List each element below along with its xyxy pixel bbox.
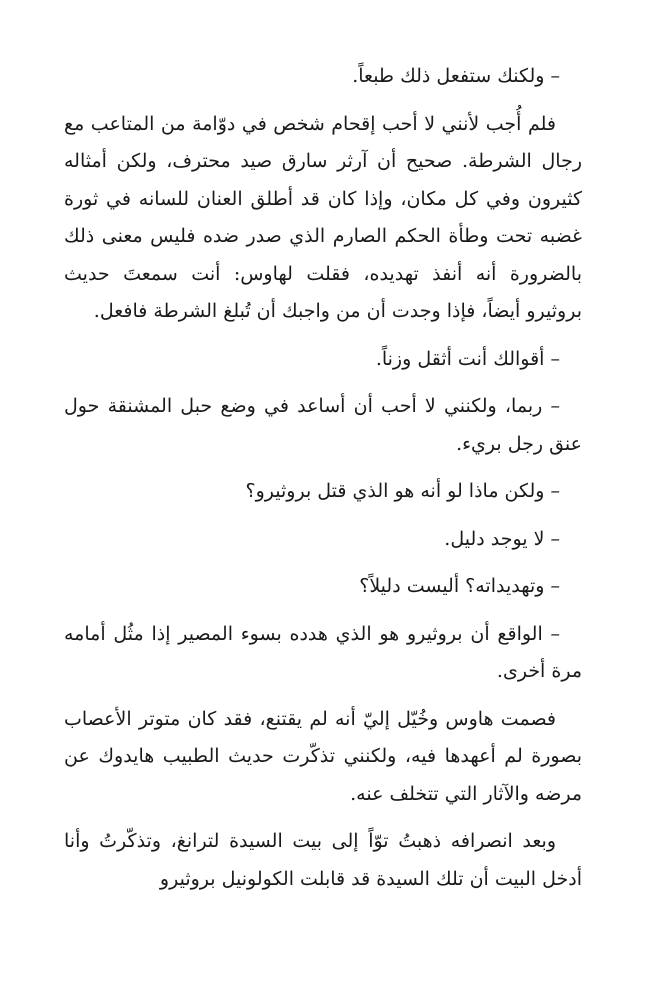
dialogue-line: – ربما، ولكنني لا أحب أن أساعد في وضع حبل المشنقة حول عنق رجل بريء. (64, 395, 582, 455)
dialogue-line: – لا يوجد دليل. (444, 527, 560, 550)
book-page-text (64, 58, 582, 898)
dialogue-line: – ولكنك ستفعل ذلك طبعاً. (352, 65, 560, 87)
dialogue-line: – أقوالك أنت أثقل وزناً. (375, 347, 560, 370)
narrative-paragraph: فصمت هاوس وخُيّل إليّ أنه لم يقتنع، فقد كان متوتر الأعصاب بصورة لم أعهدها فيه، ولكنني تذكّرت حديث الطبيب هايدوك عن مرضه والآثار التي تتخلف عنه. (64, 707, 582, 805)
dialogue-line: – ولكن ماذا لو أنه هو الذي قتل بروثيرو؟ (245, 480, 560, 502)
dialogue-line: – الواقع أن بروثيرو هو الذي هدده بسوء المصير إذا مثُل أمامه مرة أخرى. (64, 622, 582, 682)
narrative-paragraph: فلم أُجب لأنني لا أحب إقحام شخص في دوّامة من المتاعب مع رجال الشرطة. صحيح أن آرثر سارق صيد محترف، ولكن أمثاله كثيرون وفي كل مكان، وإذا كان قد أطلق العنان للسانه في ثورة غضبه تحت وطأة الحكم الصارم الذي صدر ضده فليس معنى ذلك بالضرورة أنه أنفذ تهديده، فقلت لهاوس: أنت سمعتَ حديث بروثيرو أيضاً، فإذا وجدت أن من واجبك أن تُبلغ الشرطة فافعل. (64, 112, 582, 322)
narrative-paragraph: وبعد انصرافه ذهبتُ توّاً إلى بيت السيدة لترانغ، وتذكّرتُ وأنا أدخل البيت أن تلك السيدة قد قابلت الكولونيل بروثيرو (64, 830, 582, 890)
dialogue-line: – وتهديداته؟ أليست دليلاً؟ (359, 575, 560, 597)
